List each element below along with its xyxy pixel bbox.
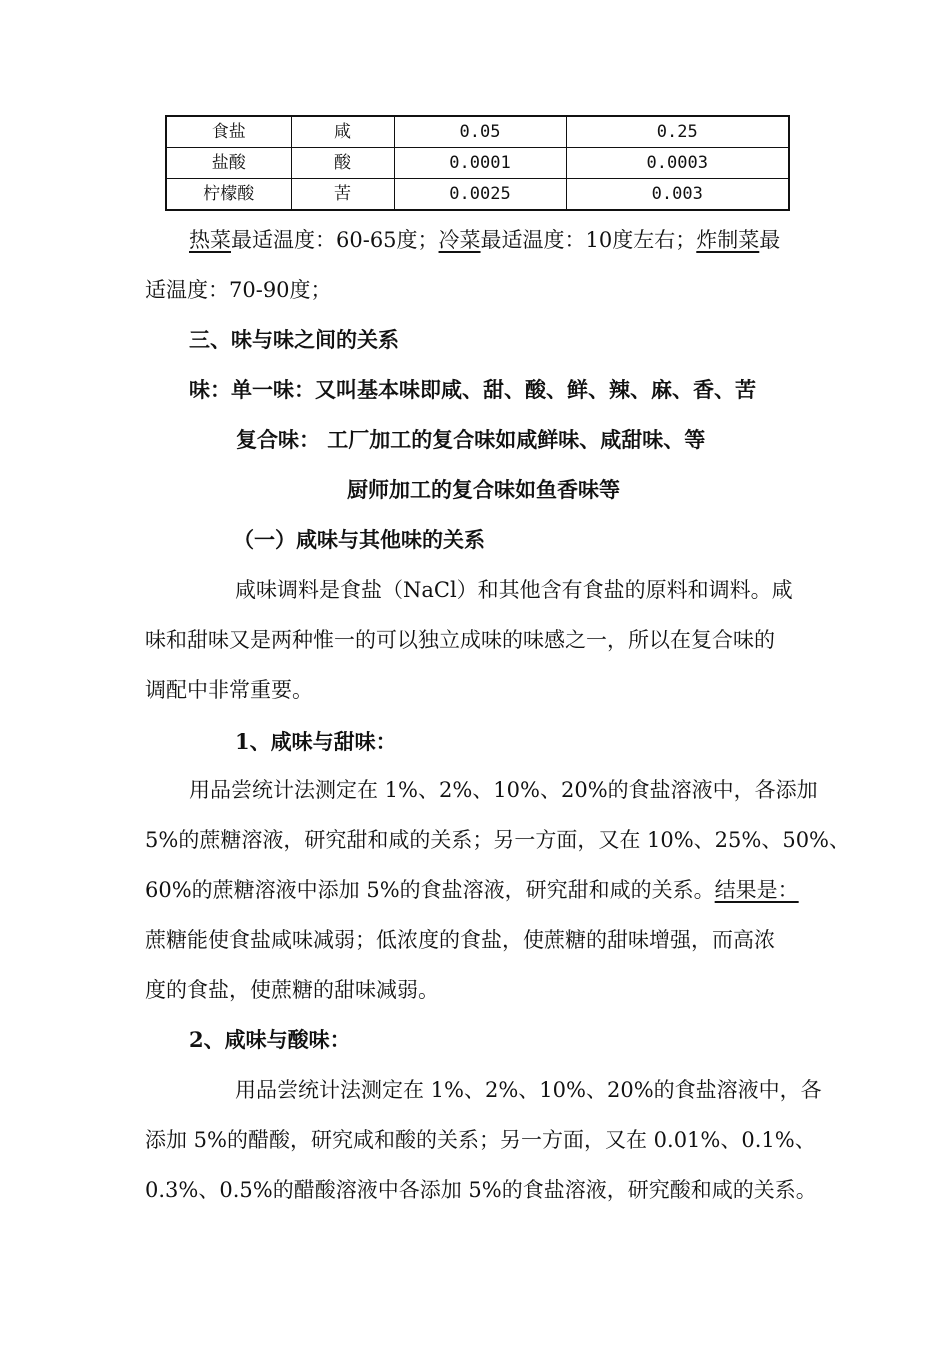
cold-dish-text: 最适温度：10度左右； (480, 228, 697, 252)
cold-dish-term: 冷菜 (438, 228, 481, 252)
paragraph-text: 60%的蔗糖溶液中添加 5%的食盐溶液，研究甜和咸的关系。 (145, 878, 715, 902)
compound-taste-line-2: 厨师加工的复合味如鱼香味等 (347, 477, 620, 502)
paragraph-line (145, 875, 825, 905)
table-row (166, 179, 789, 211)
table-cell-name: 盐酸 (166, 148, 291, 179)
single-taste-line: 味：单一味：又叫基本味即咸、甜、酸、鲜、辣、麻、香、苦 (189, 377, 756, 402)
section-heading: 三、味与味之间的关系 (189, 327, 399, 352)
item-heading: 1、咸味与甜味： (235, 729, 397, 754)
table-row (166, 148, 789, 179)
item-heading: 2、咸味与酸味： (189, 1027, 351, 1052)
table-cell-value: 0.0025 (394, 179, 566, 211)
fried-dish-text: 最 (759, 228, 781, 252)
table-cell-taste: 咸 (291, 116, 394, 148)
paragraph-line: 5%的蔗糖溶液，研究甜和咸的关系；另一方面，又在 10%、25%、50%、 (145, 828, 851, 852)
temperature-line-2: 适温度：70-90度； (145, 278, 332, 302)
table-cell-value: 0.05 (394, 116, 566, 148)
table-cell-value: 0.003 (566, 179, 789, 211)
paragraph-line: 味和甜味又是两种惟一的可以独立成味的味感之一，所以在复合味的 (145, 628, 775, 652)
table-cell-value: 0.0001 (394, 148, 566, 179)
temperature-line (189, 225, 869, 255)
table-cell-value: 0.25 (566, 116, 789, 148)
paragraph-line: 蔗糖能使食盐咸味减弱；低浓度的食盐，使蔗糖的甜味增强，而高浓 (145, 928, 775, 952)
paragraph-line: 咸味调料是食盐（NaCl）和其他含有食盐的原料和调料。咸 (235, 578, 793, 602)
table-cell-name: 柠檬酸 (166, 179, 291, 211)
paragraph-line: 用品尝统计法测定在 1%、2%、10%、20%的食盐溶液中，各 (235, 1078, 822, 1102)
fried-dish-term: 炸制菜 (696, 228, 760, 252)
compound-taste-line: 复合味： 工厂加工的复合味如咸鲜味、咸甜味、等 (236, 427, 706, 452)
paragraph-line: 添加 5%的醋酸，研究咸和酸的关系；另一方面，又在 0.01%、0.1%、 (145, 1128, 816, 1152)
paragraph-line: 0.3%、0.5%的醋酸溶液中各添加 5%的食盐溶液，研究酸和咸的关系。 (145, 1178, 817, 1202)
paragraph-line: 调配中非常重要。 (145, 678, 313, 702)
taste-threshold-table (165, 115, 790, 211)
paragraph-line: 度的食盐，使蔗糖的甜味减弱。 (145, 978, 439, 1002)
hot-dish-term: 热菜 (189, 228, 231, 252)
hot-dish-text: 最适温度：60-65度； (231, 228, 439, 252)
subsection-heading: （一）咸味与其他味的关系 (233, 527, 485, 552)
result-label: 结果是： (714, 878, 799, 902)
paragraph-line: 用品尝统计法测定在 1%、2%、10%、20%的食盐溶液中，各添加 (189, 778, 818, 802)
table-row (166, 116, 789, 148)
table-cell-name: 食盐 (166, 116, 291, 148)
table-cell-taste: 苦 (291, 179, 394, 211)
table-cell-taste: 酸 (291, 148, 394, 179)
table-cell-value: 0.0003 (566, 148, 789, 179)
